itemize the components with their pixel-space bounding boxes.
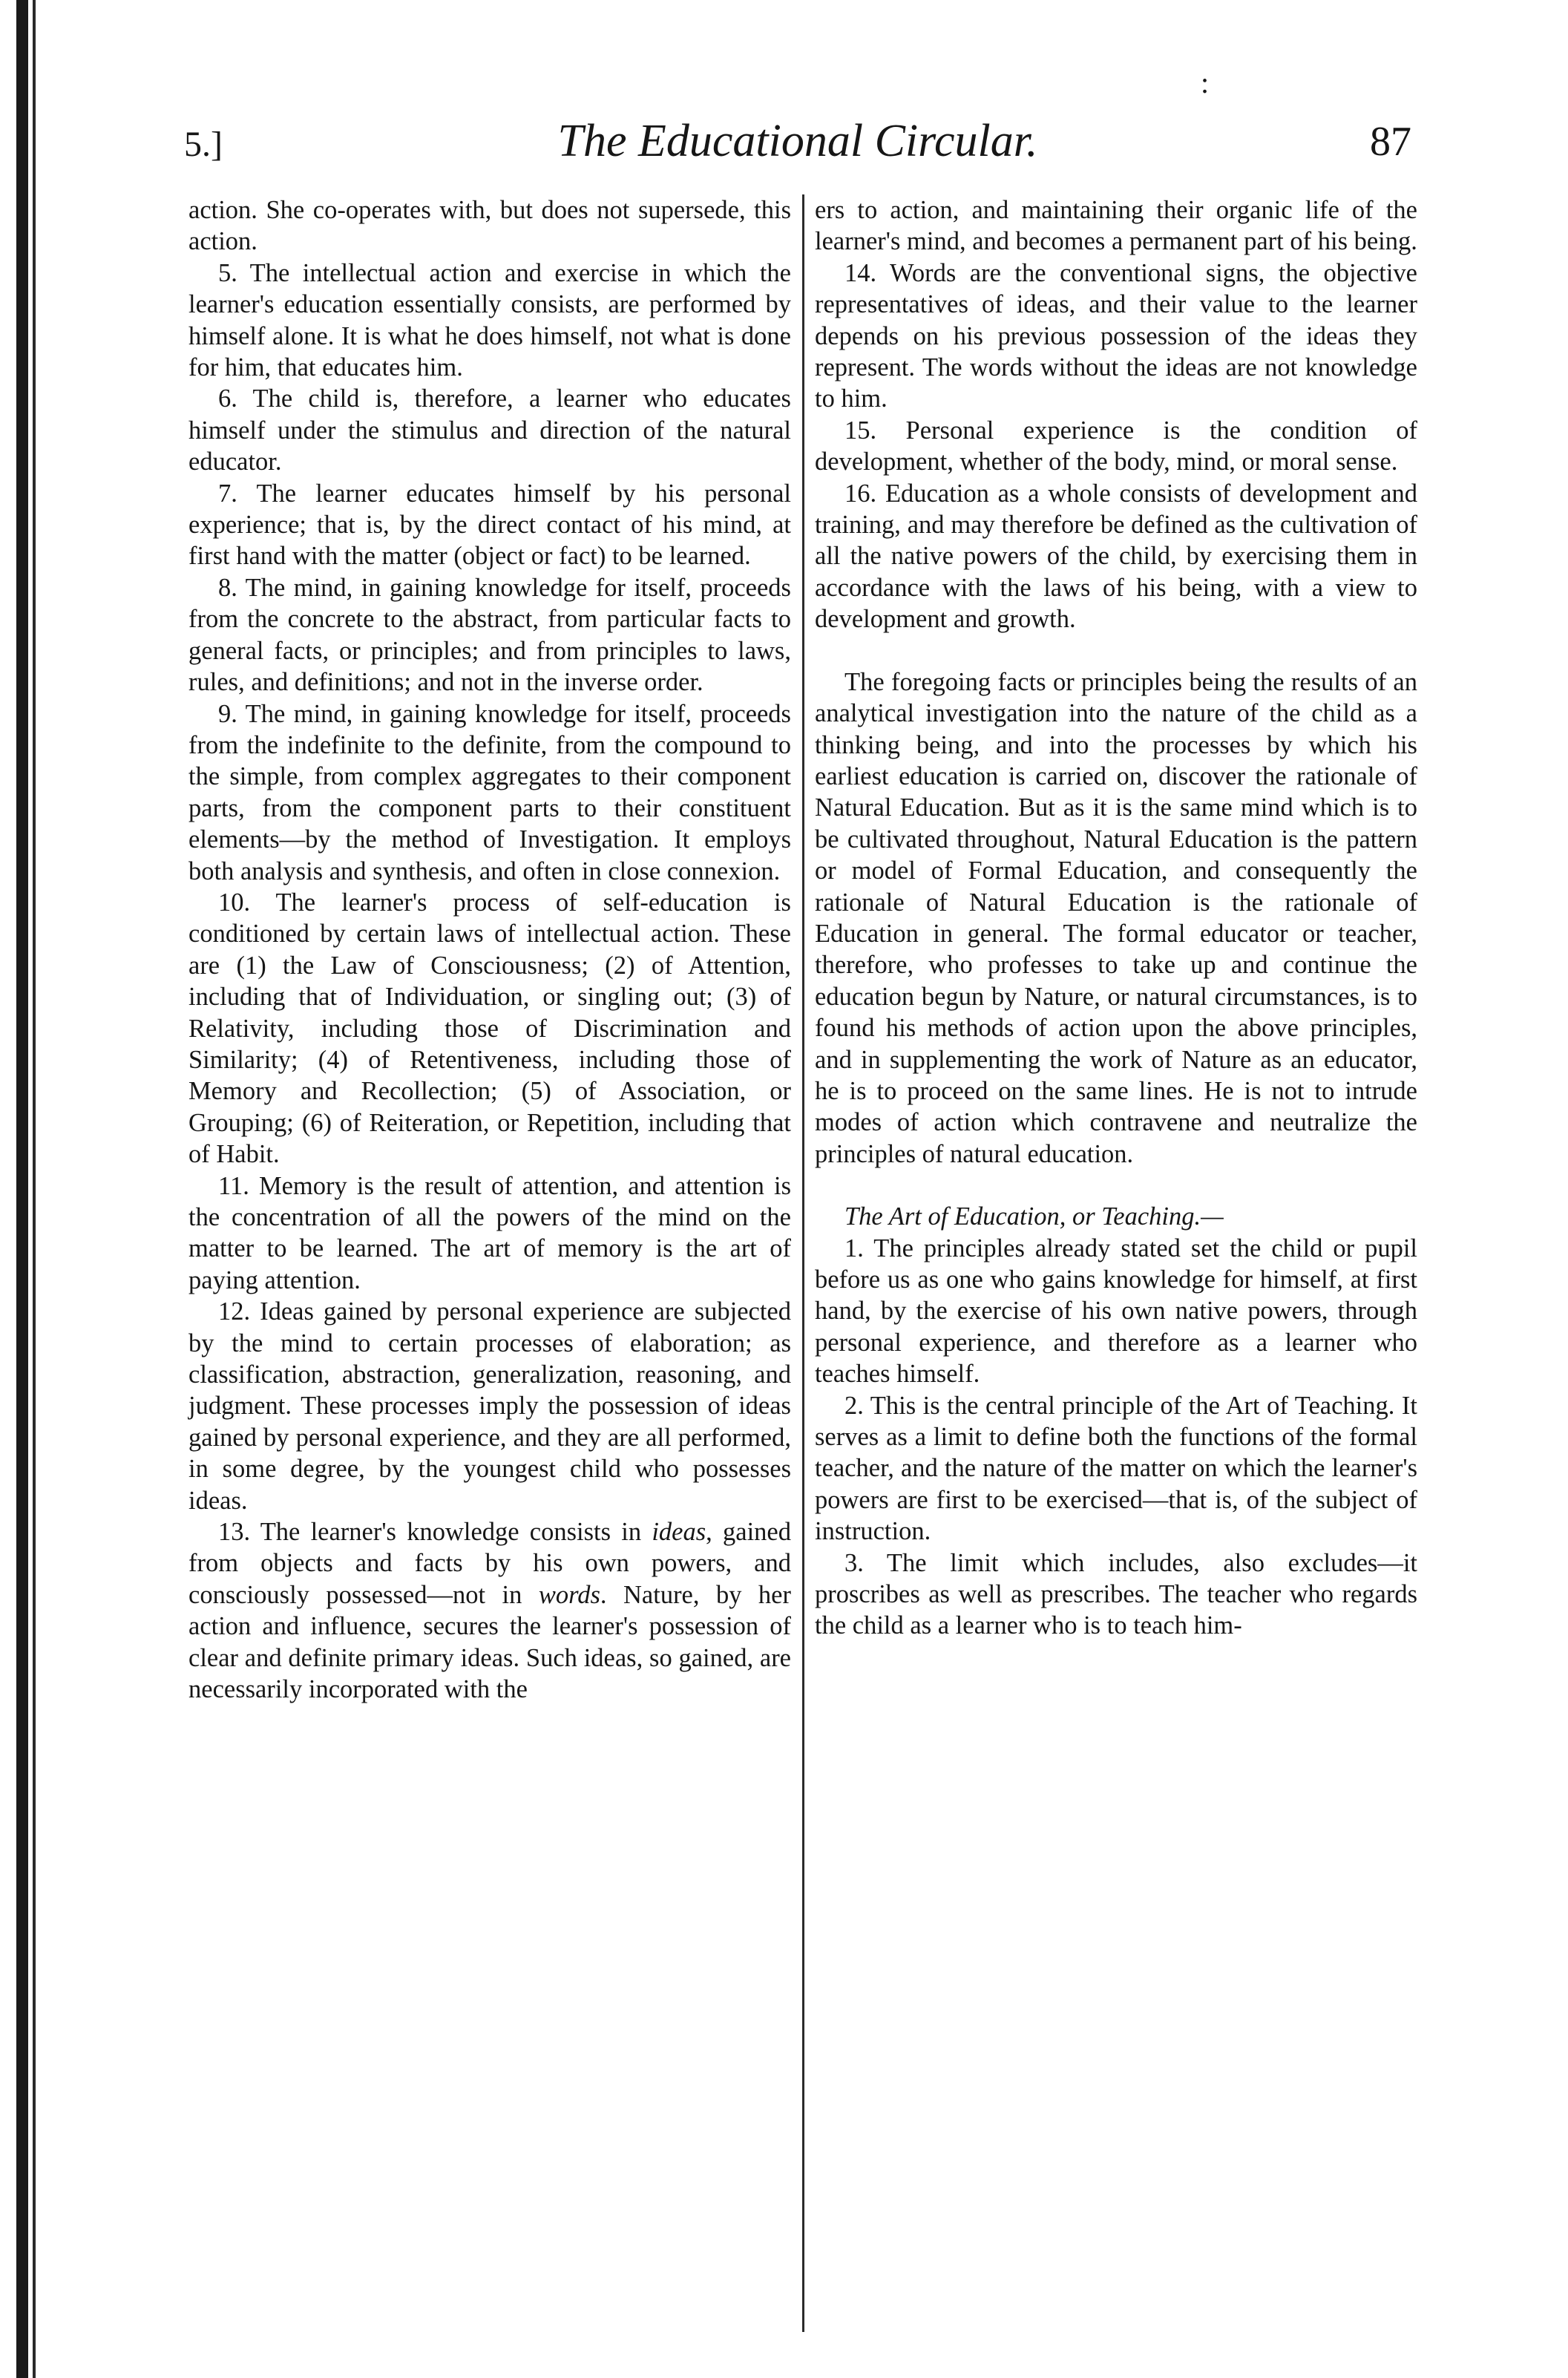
- text-run: . Nature, by her action and influence, secures the learner's possession of clear and definite primary ideas. Such ideas, so gained, are necessarily incorporated with the: [188, 1580, 791, 1704]
- right-column: [815, 194, 1417, 1642]
- paragraph-item-14: 14. Words are the conventional signs, the objective representatives of ideas, and their value to the learner depends on his previous possession of the ideas they represent. The words without the ideas are not knowledge to him.: [815, 258, 1417, 413]
- paragraph-teaching-2: 2. This is the central principle of the Art of Teaching. It serves as a limit to define both the functions of the formal teacher, and the nature of the matter on which the learner's powers are first to be exercised—that is, of the subject of instruction.: [815, 1391, 1417, 1546]
- paragraph-item-7: 7. The learner educates himself by his personal experience; that is, by the direct contact of his mind, at first hand with the matter (object or fact) to be learned.: [188, 479, 791, 571]
- emphasis-words: words: [538, 1580, 600, 1609]
- paragraph: ers to action, and maintaining their organic life of the learner's mind, and becomes a permanent part of his being.: [815, 196, 1417, 256]
- paragraph-item-15: 15. Personal experience is the condition of development, whether of the body, mind, or moral sense.: [815, 416, 1417, 476]
- column-divider: [802, 194, 804, 2332]
- binding-edge-rule: [16, 0, 28, 2378]
- paragraph-item-10: 10. The learner's process of self-education is conditioned by certain laws of intellectual action. These are (1) the Law of Consciousness; (2) of Attention, including that of Individuation, or singling out; (3) of Relativity, including those of Discrimination and Similarity; (4) of Retentiveness, including those of Memory and Recollection; (5) of Association, or Grouping; (6) of Reiteration, or Repetition, including that of Habit.: [188, 888, 791, 1169]
- paragraph-teaching-1: 1. The principles already stated set the child or pupil before us as one who gains knowledge for himself, at first hand, by the exercise of his own native powers, through personal experience, and therefore as a learner who teaches himself.: [815, 1234, 1417, 1389]
- section-number: 5.]: [184, 125, 223, 164]
- paragraph-item-16: 16. Education as a whole consists of development and training, and may therefore be defined as the cultivation of all the native powers of the child, by exercising them in accordance with the laws of his being, with a view to development and growth.: [815, 479, 1417, 634]
- paragraph-item-11: 11. Memory is the result of attention, and attention is the concentration of all the powers of the mind on the matter to be learned. The art of memory is the art of paying attention.: [188, 1171, 791, 1294]
- paragraph-item-9: 9. The mind, in gaining knowledge for itself, proceeds from the indefinite to the definite, from the compound to the simple, from complex aggregates to their component parts, from the component parts to their constituent elements—by the method of Investigation. It employs both analysis and synthesis, and often in close connexion.: [188, 699, 791, 885]
- left-column: [188, 194, 791, 1706]
- paragraph-item-6: 6. The child is, therefore, a learner who educates himself under the stimulus and direction of the natural educator.: [188, 384, 791, 476]
- paragraph-gap: [815, 1170, 1417, 1201]
- corner-mark: :: [1201, 66, 1210, 99]
- paragraph-summary: The foregoing facts or principles being the results of an analytical investigation into the nature of the child as a thinking being, and into the processes by which his earliest education is carried on, discover the rationale of Natural Education. But as it is the same mind which is to be cultivated throughout, Natural Education is the pattern or model of Formal Education, and consequently the rationale of Natural Education is the rationale of Education in general. The formal educator or teacher, therefore, who professes to take up and continue the education begun by Nature, or natural circumstances, is to found his methods of action upon the above principles, and in supplementing the work of Nature as an educator, he is to proceed on the same lines. He is not to intrude modes of action which contravene and neutralize the principles of natural education.: [815, 667, 1417, 1168]
- journal-title: The Educational Circular.: [557, 116, 1038, 166]
- text-run: , gained from objects and facts by his own powers, and consciously possessed—not in: [188, 1518, 791, 1609]
- text-run: 13. The learner's knowledge consists in: [218, 1518, 652, 1547]
- paragraph-teaching-3: 3. The limit which includes, also excludes—it proscribes as well as prescribes. The teacher who regards the child as a learner who is to teach him-: [815, 1548, 1417, 1640]
- page-number: 87: [1370, 119, 1411, 165]
- binding-edge-line: [33, 0, 36, 2378]
- paragraph-gap: [815, 635, 1417, 666]
- emphasis-ideas: ideas: [652, 1518, 706, 1547]
- paragraph-item-8: 8. The mind, in gaining knowledge for itself, proceeds from the concrete to the abstract, from particular facts to general facts, or principles; and from principles to laws, rules, and definitions; and not in the inverse order.: [188, 573, 791, 697]
- paragraph-item-13: [188, 1516, 791, 1705]
- paragraph-item-5: 5. The intellectual action and exercise in which the learner's education essentially consists, are performed by himself alone. It is what he does himself, not what is done for him, that educates him.: [188, 258, 791, 382]
- paragraph-item-12: 12. Ideas gained by personal experience are subjected by the mind to certain processes of elaboration; as classification, abstraction, generalization, reasoning, and judgment. These processes imply the possession of ideas gained by personal experience, and they are all performed, in some degree, by the youngest child who possesses ideas.: [188, 1297, 791, 1515]
- running-header: [184, 115, 1411, 174]
- paragraph: action. She co-operates with, but does not supersede, this action.: [188, 196, 791, 256]
- section-subheading: The Art of Education, or Teaching.—: [844, 1202, 1224, 1231]
